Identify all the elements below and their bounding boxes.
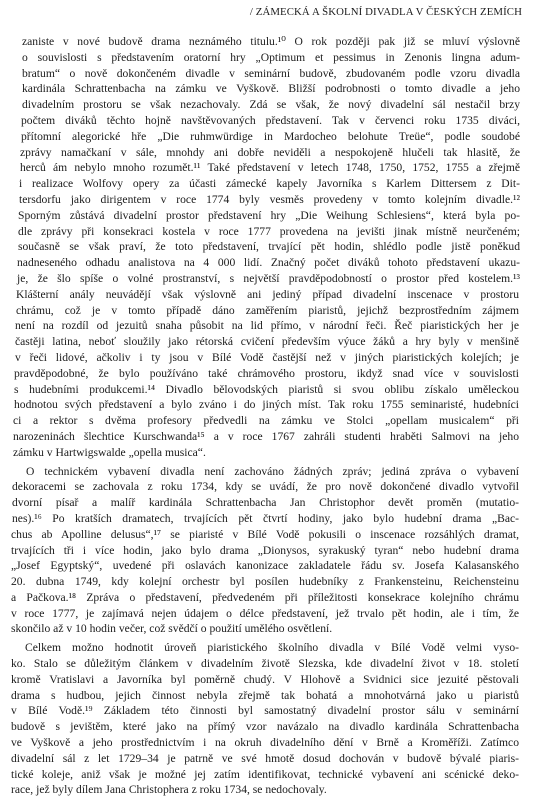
text-line: skončilo až v 10 hodin večer, což svědčí o použití umělého osvětlení. xyxy=(11,622,333,636)
text-line: přítomní alegorické hře „Die ruhmwürdige in Mardocheo belohute Treüe“, podle soudobé xyxy=(21,129,520,143)
text-line: zaniste v nové budově drama neznámého titulu.¹⁰ O rok později pak již se mluví výslovně xyxy=(22,35,520,48)
text-line: race, jež byly dílem Jana Christophera z roku 1734, se nedochovaly. xyxy=(11,783,327,797)
text-line: není na rozdíl od jezuitů snaha působit na lid přímo, v národní řeči. Řeč piaristických her je xyxy=(15,319,519,333)
text-line: nadneseného odhadu analistova na 4 000 lidí. Značný počet diváků tohoto představení ukazu- xyxy=(17,256,520,270)
text-line: dekoracemi se zachovala z roku 1734, kdy se uvádí, že pro nově dokončené divadlo vytvořil xyxy=(12,480,519,494)
text-line: budově s jevištěm, které jako na přímý vzor navázalo na divadlo kardinála Schrattenbacha xyxy=(11,720,519,734)
text-line: narozeninách šlechtice Kurschwanda¹⁵ a v roce 1767 zahráli studenti hraběti Salmovi na jeho xyxy=(13,429,519,443)
text-line: častěji latina, neboť sloužily jako rétorská cvičení především výuce žáků a hry byly v menšině xyxy=(15,335,519,349)
text-line: v řeči lidové, ačkoliv i ty jsou v Bílé Vodě častější než v jiných piaristických kolejích; je xyxy=(15,350,519,364)
text-line: v Bílé Vodě.¹⁹ Základem této činnosti byl samostatný divadelní prostor sálu v seminární xyxy=(11,704,519,718)
text-line: dle zprávy při konsekraci kostela v roce 1777 provedena na jevišti jinak místně neurčeném; xyxy=(18,224,520,238)
paragraph-1 xyxy=(0,34,536,461)
text-line: současně se však praví, že toto představení, trvající pět hodin, shlédlo podle jistě poněkud xyxy=(18,240,520,254)
text-line: dvorní písař a malíř kardinála Schrattenbacha Jan Christophor devět proměn (mutatio- xyxy=(12,496,519,510)
text-line: chrámu, což je v tomto případě dáno zaměřením piaristů, jejichž bezprostředním zájmem xyxy=(16,303,519,317)
text-line: hodnotou svých představení a bylo zváno i do jiných míst. Tak roku 1755 seminaristé, hudebníci xyxy=(14,398,519,412)
text-line: kardinála Schrattenbacha na zámku ve Vyškově. Bližší podrobnosti o tomto divadle a jeho xyxy=(22,82,520,96)
text-line: s hudebními produkcemi.¹⁴ Divadlo bělovodských piaristů si svou oblibu získalo uměleckou xyxy=(14,382,519,396)
text-line: ko. Stalo se důležitým článkem v divadelním životě Slezska, kde divadelní život v 18. století xyxy=(11,657,519,671)
running-head: / ZÁMECKÁ A ŠKOLNÍ DIVADLA V ČESKÝCH ZEMÍCH xyxy=(249,6,522,18)
text-line: a Pačkova.¹⁸ Zpráva o představení, předvedeném při příležitosti konsekrace kolejního chrámu xyxy=(11,590,519,604)
body-text xyxy=(0,34,536,798)
text-line: chus ab Apolline delusus“,¹⁷ se piaristé v Bílé Vodě pokusili o inscenace rozsáhlých dramat, xyxy=(11,527,519,541)
text-line: bratum“ o nově dokončeném divadle v seminární budově, zbudovaném podle vzoru divadla xyxy=(22,66,520,80)
text-line: o souvislosti s představením oratorní hry „Optimum et pessimus in Zenonis lingna adum- xyxy=(22,50,520,64)
paragraph-3 xyxy=(0,640,536,798)
text-line: pravděpodobné, že bylo používáno také chrámového prostoru, ikdyž snad více v souvislosti xyxy=(14,366,519,380)
text-line: počtem diváků těchto hojně navštěvovaných představení. Tak v červenci roku 1735 diváci, xyxy=(21,113,520,127)
text-line: i realizace Wolfovy opery za účasti zámecké kapely Javorníka s Karlem Dittersem z Dit- xyxy=(19,177,520,191)
text-line: kromě Vratislavi a Javorníka byl poměrně chudý. V Hlohově a Svidnici sice jezuité pěstovali xyxy=(11,672,519,686)
text-line: „Josef Egyptský“, uvedené při oslavách kanonizace zakladatele řádu sv. Josefa Kalasanského xyxy=(11,559,519,573)
paragraph-2 xyxy=(0,464,536,638)
text-line: ci a rektor s dvěma profesory předvedli na zámku ve Stolci „opellam musicalem“ při xyxy=(13,414,519,428)
text-line: Klášterní anály neuvádějí však výslovně ani jediný případ divadelní inscenace v prostoru xyxy=(16,287,519,301)
text-line: je, že šlo spíše o volné prostranství, s největší pravděpodobností o prostor před kostelem.¹³ xyxy=(17,271,520,285)
text-line: trvajících tři i více hodin, jako bylo drama „Dionysos, syrakuský tyran“ nebo hudební drama xyxy=(11,543,519,557)
text-line: ve Vyškově a jeho prostřednictvím i na okruh divadelního dění v Brně a Kroměříži. Zatímco xyxy=(11,736,519,750)
text-line: 20. dubna 1749, kdy kolejní orchestr byl posílen hudebníky z Frankensteinu, Reichensteinu xyxy=(11,575,519,589)
text-line: drama s hudbou, jejich činnost nebyla zřejmě tak bohatá a mnohotvárná jako u piaristů xyxy=(11,688,519,702)
text-line: tersdorfu jako dirigentem v roce 1774 byly vesměs provedeny v tomto kolejním divadle.¹² xyxy=(19,192,520,206)
text-line: herců ám nebylo mnoho rozumět.¹¹ Také představení v letech 1748, 1750, 1752, 1755 a zřejmě xyxy=(20,161,520,175)
text-line: divadelním prostoru se však nezachovaly. Zdá se však, že nový divadelní sál nestačil brzy xyxy=(22,98,520,112)
text-line: nes).¹⁶ Po kratších dramatech, trvajících pět čtvrtí hodiny, jako bylo hudební drama „Bac- xyxy=(12,511,519,525)
text-line: zprávy namačkaní v sále, mnohdy ani dobře neviděli a nespokojeně hlučeli tak hlasitě, že xyxy=(20,145,520,159)
text-line: tické koleje, aniž však je možné jej zatím identifikovat, technické vybavení ani scénické deko- xyxy=(11,767,519,781)
text-line: Sporným zůstává divadelní prostor představení hry „Die Weihung Schlesiens“, která byla po- xyxy=(18,208,520,222)
text-line: divadelní sál z let 1729–34 je patrně ve své hmotě dosud dochován v budově bývalé piaris- xyxy=(11,751,519,765)
text-line: zámku v Hartwigswalde „opella musica“. xyxy=(13,445,206,459)
text-line: v roce 1777, je zajímavá nejen údajem o délce představení, jež trvalo pět hodin, ale i tím, že xyxy=(11,606,519,620)
text-line: O technickém vybavení divadla není zachováno žádných zpráv; jediná zpráva o vybavení xyxy=(26,464,519,478)
text-line: Celkem možno hodnotit úroveň piaristického školního divadla v Bílé Vodě velmi vyso- xyxy=(25,641,519,655)
